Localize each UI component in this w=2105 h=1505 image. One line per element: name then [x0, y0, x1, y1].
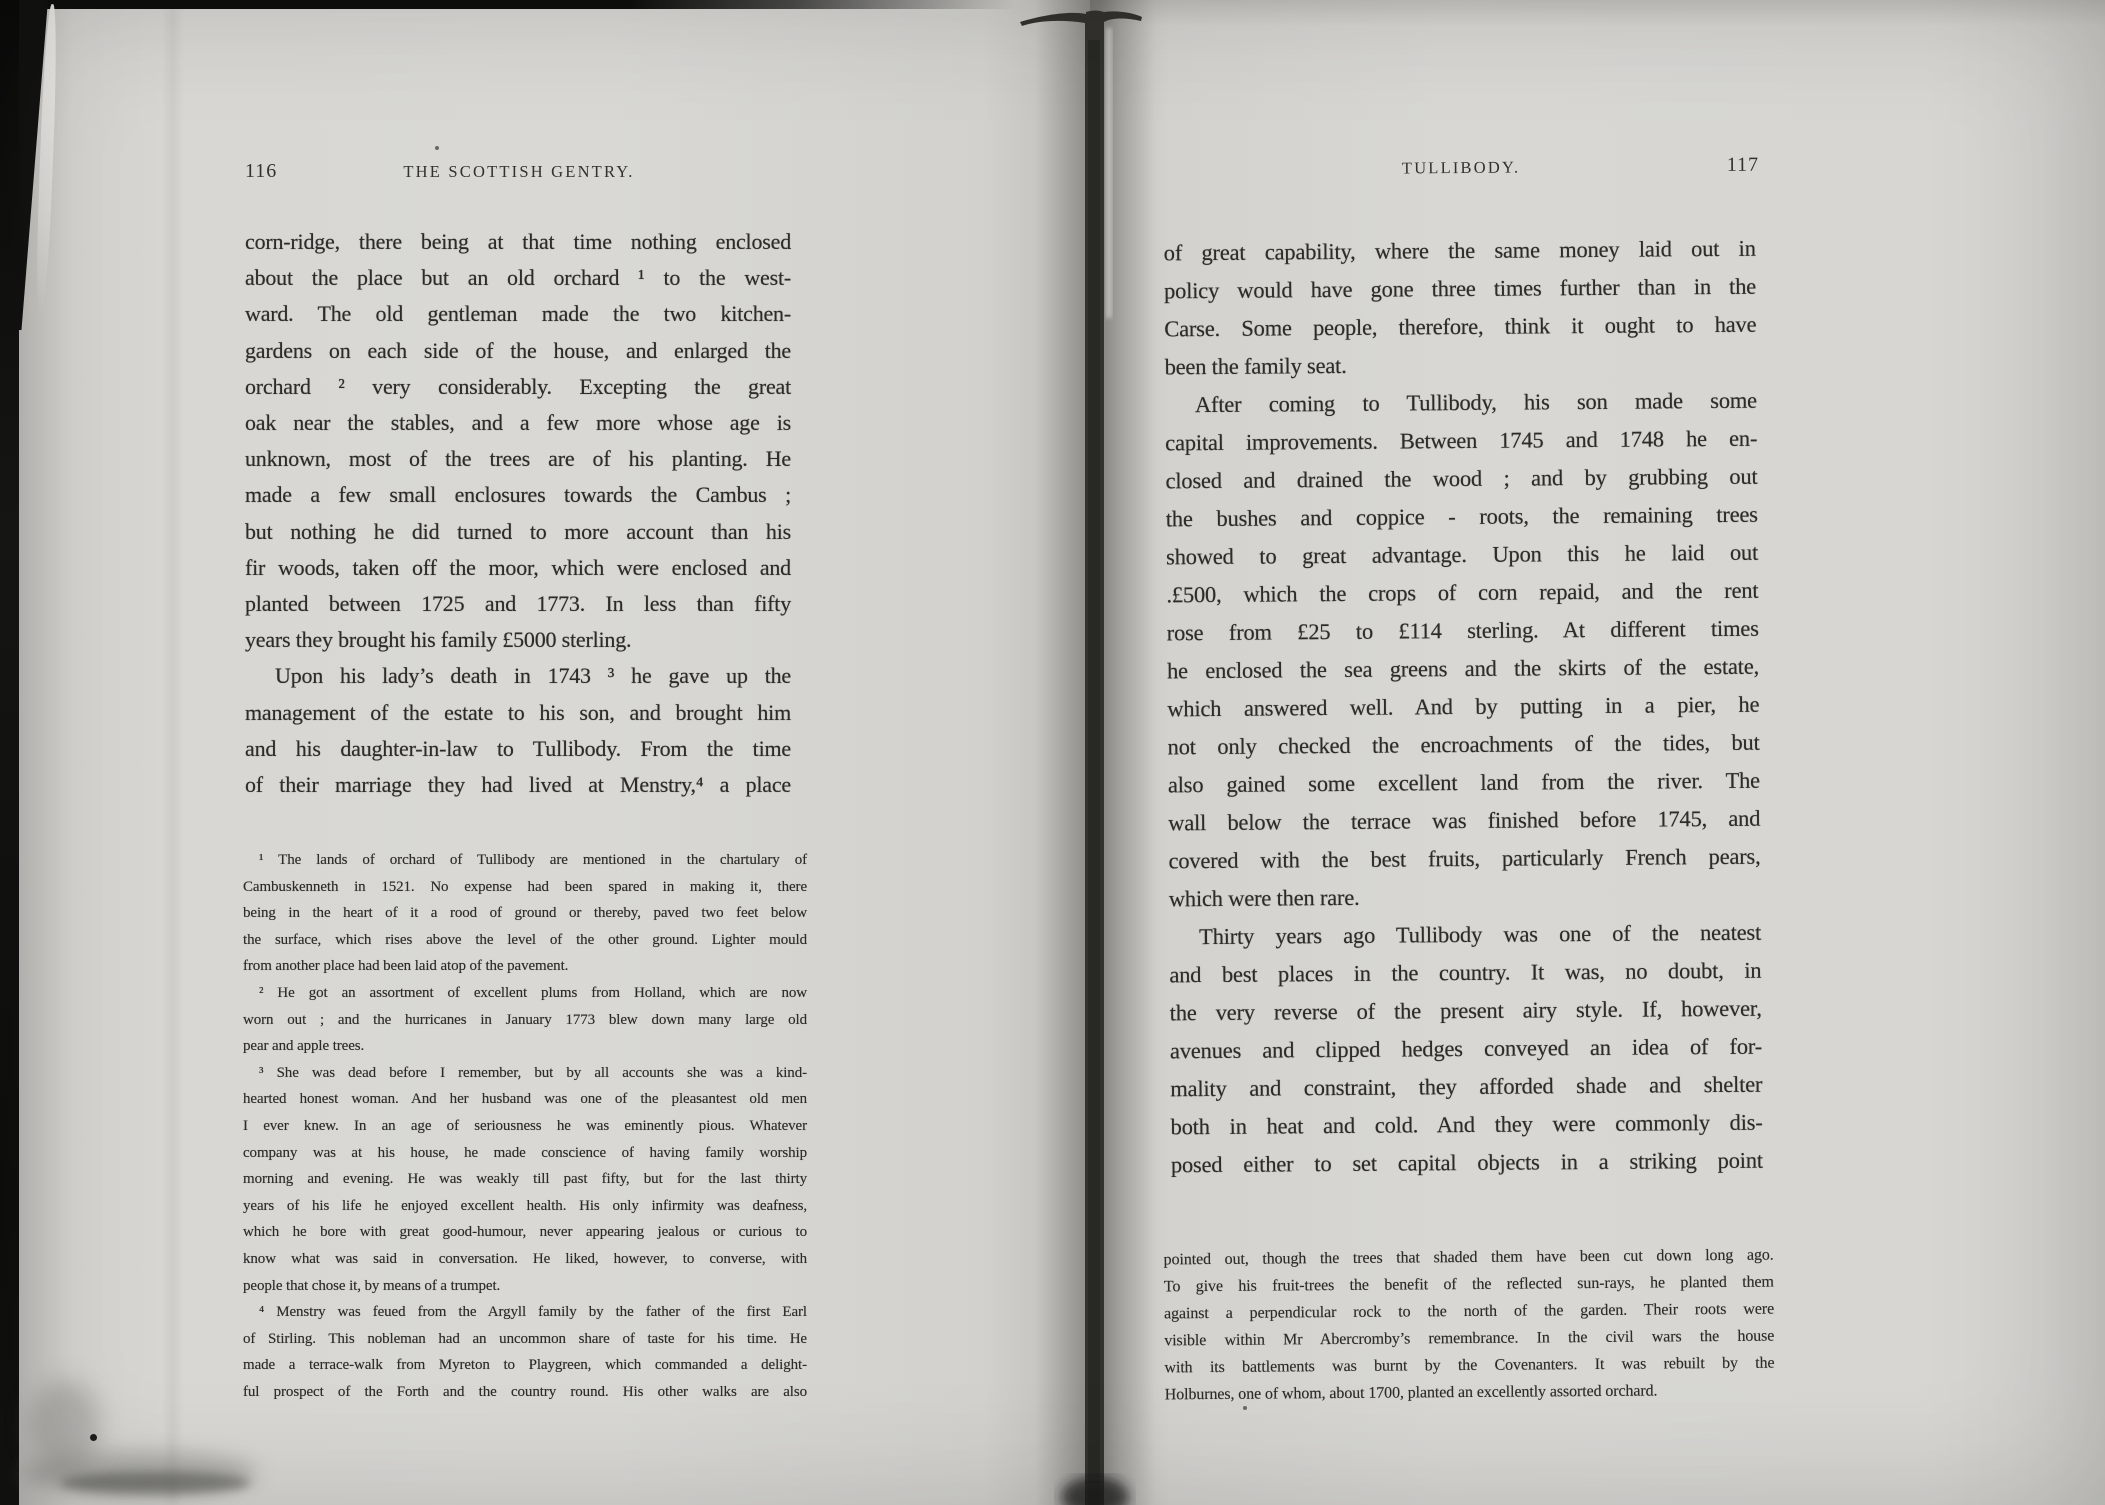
- page-crease: [168, 0, 177, 1505]
- text-line: been the family seat.: [1164, 352, 1347, 380]
- text-line: and best places in the country. It was, no doubt, in: [1169, 957, 1762, 988]
- text-line: Upon his lady’s death in 1743 ³ he gave up the: [275, 663, 791, 689]
- text-line: of Stirling. This nobleman had an uncommon share of taste for his time. He: [243, 1330, 807, 1347]
- text-line: which answered well. And by putting in a pier, he: [1167, 691, 1760, 722]
- text-line: he enclosed the sea greens and the skirts of the estate,: [1166, 653, 1760, 684]
- text-line: people that chose it, by means of a trumpet.: [243, 1277, 501, 1294]
- right-page-number: 117: [1726, 153, 1760, 176]
- left-main-text: [245, 224, 791, 803]
- text-line: made a terrace-walk from Myreton to Playgreen, which commanded a delight-: [243, 1357, 807, 1374]
- text-line: the bushes and coppice - roots, the remaining trees: [1165, 501, 1758, 532]
- text-line: ⁴ Menstry was feued from the Argyll family by the father of the first Earl: [259, 1304, 807, 1321]
- book-cover-edge: [0, 0, 19, 1505]
- text-line: policy would have gone three times further than in the: [1163, 273, 1757, 304]
- text-line: ² He got an assortment of excellent plums from Holland, which are now: [259, 984, 807, 1001]
- left-running-title: THE SCOTTISH GENTRY.: [403, 162, 635, 181]
- text-line: also gained some excellent land from the river. The: [1167, 767, 1760, 798]
- text-line: pointed out, though the trees that shaded them have been cut down long ago.: [1163, 1246, 1774, 1269]
- text-line: against a perpendicular rock to the north of the garden. Their roots were: [1164, 1300, 1775, 1323]
- text-line: mality and constraint, they afforded shade and shelter: [1170, 1071, 1763, 1102]
- text-line: covered with the best fruits, particularly French pears,: [1168, 843, 1761, 874]
- text-line: planted between 1725 and 1773. In less than fifty: [245, 591, 791, 617]
- text-line: I ever knew. In an age of seriousness he was eminently pious. Whatever: [243, 1117, 807, 1134]
- text-line: from another place had been laid atop of the pavement.: [243, 958, 569, 975]
- text-line: ³ She was dead before I remember, but by all accounts she was a kind-: [259, 1064, 807, 1081]
- text-line: avenues and clipped hedges conveyed an idea of for-: [1169, 1033, 1763, 1064]
- text-line: capital improvements. Between 1745 and 1748 he en-: [1165, 425, 1758, 456]
- text-line: orchard ² very considerably. Excepting the great: [245, 373, 791, 399]
- right-running-title: TULLIBODY.: [1401, 157, 1521, 178]
- left-page-number: 116: [245, 160, 278, 182]
- text-line: Cambuskenneth in 1521. No expense had been spared in making it, there: [243, 878, 807, 895]
- right-running-head: [1163, 153, 1760, 191]
- text-line: wall below the terrace was finished before 1745, and: [1168, 805, 1761, 836]
- text-line: made a few small enclosures towards the Cambus ;: [245, 482, 791, 508]
- text-line: and his daughter-in-law to Tullibody. From the time: [245, 735, 791, 761]
- text-line: company was at his house, he made conscience of having family worship: [243, 1144, 807, 1161]
- text-line: being in the heart of it a rood of ground or thereby, paved two feet below: [243, 905, 807, 922]
- text-line: years of his life he enjoyed excellent health. His only infirmity was deafness,: [243, 1197, 807, 1214]
- text-line: which were then rare.: [1168, 884, 1360, 912]
- text-line: hearted honest woman. And her husband was one of the pleasantest old men: [243, 1091, 807, 1108]
- page-smudge: [60, 1472, 250, 1494]
- text-line: ward. The old gentleman made the two kitchen-: [245, 301, 791, 327]
- book-top-board-edge: [0, 0, 1015, 9]
- text-line: but nothing he did turned to more account than his: [245, 518, 791, 544]
- text-line: years they brought his family £5000 sterling.: [245, 627, 632, 653]
- ink-speck: [1243, 1406, 1247, 1410]
- page-smudge: [30, 1380, 100, 1470]
- text-line: fir woods, taken off the moor, which were enclosed and: [245, 554, 791, 580]
- text-line: know what was said in conversation. He liked, however, to converse, with: [243, 1250, 807, 1267]
- text-line: about the place but an old orchard ¹ to the west-: [245, 265, 791, 291]
- text-line: both in heat and cold. And they were commonly dis-: [1170, 1109, 1763, 1140]
- text-line: oak near the stables, and a few more whose age is: [245, 410, 791, 436]
- text-line: After coming to Tullibody, his son made some: [1194, 387, 1758, 418]
- text-line: To give his fruit-trees the benefit of the reflected sun-rays, he planted them: [1163, 1273, 1774, 1296]
- ink-speck: [435, 146, 439, 150]
- right-main-text: [1164, 230, 1763, 1185]
- left-running-head: [245, 162, 793, 192]
- text-line: not only checked the encroachments of the tides, but: [1167, 729, 1760, 760]
- text-line: closed and drained the wood ; and by grubbing out: [1165, 463, 1758, 494]
- text-line: of great capability, where the same money laid out in: [1163, 235, 1756, 266]
- text-line: management of the estate to his son, and brought him: [245, 699, 791, 725]
- text-line: of their marriage they had lived at Menstry,⁴ a place: [245, 772, 791, 798]
- text-line: the surface, which rises above the level of the other ground. Lighter mould: [243, 931, 807, 948]
- text-line: Thirty years ago Tullibody was one of the neatest: [1199, 919, 1762, 950]
- text-line: worn out ; and the hurricanes in January 1773 blew down many large old: [243, 1011, 807, 1028]
- text-line: the very reverse of the present airy style. If, however,: [1169, 995, 1762, 1026]
- text-line: ful prospect of the Forth and the country round. His other walks are also: [243, 1383, 807, 1400]
- text-line: which he bore with great good-humour, never appearing jealous or curious to: [243, 1224, 807, 1241]
- right-page-text-area: [1155, 153, 1777, 1491]
- text-line: Holburnes, one of whom, about 1700, planted an excellently assorted orchard.: [1164, 1382, 1658, 1404]
- text-line: ¹ The lands of orchard of Tullibody are mentioned in the chartulary of: [259, 852, 807, 868]
- text-line: Carse. Some people, therefore, think it ought to have: [1164, 311, 1757, 342]
- text-line: with its battlements was burnt by the Covenanters. It was rebuilt by the: [1164, 1354, 1775, 1377]
- text-line: posed either to set capital objects in a striking point: [1170, 1147, 1763, 1178]
- text-line: .£500, which the crops of corn repaid, and the rent: [1166, 577, 1759, 608]
- text-line: unknown, most of the trees are of his planting. He: [245, 446, 791, 472]
- text-line: rose from £25 to £114 sterling. At different times: [1166, 615, 1759, 646]
- text-line: morning and evening. He was weakly till past fifty, but for the last thirty: [243, 1171, 807, 1188]
- text-line: visible within Mr Abercromby’s remembrance. In the civil wars the house: [1164, 1327, 1775, 1350]
- ink-speck: [90, 1434, 97, 1441]
- text-line: gardens on each side of the house, and enlarged the: [245, 337, 791, 363]
- left-footnotes: [243, 847, 807, 1405]
- text-line: corn-ridge, there being at that time nothing enclosed: [245, 229, 791, 254]
- right-footnotes: [1164, 1242, 1775, 1409]
- text-line: pear and apple trees.: [243, 1038, 365, 1055]
- text-line: showed to great advantage. Upon this he laid out: [1166, 539, 1759, 570]
